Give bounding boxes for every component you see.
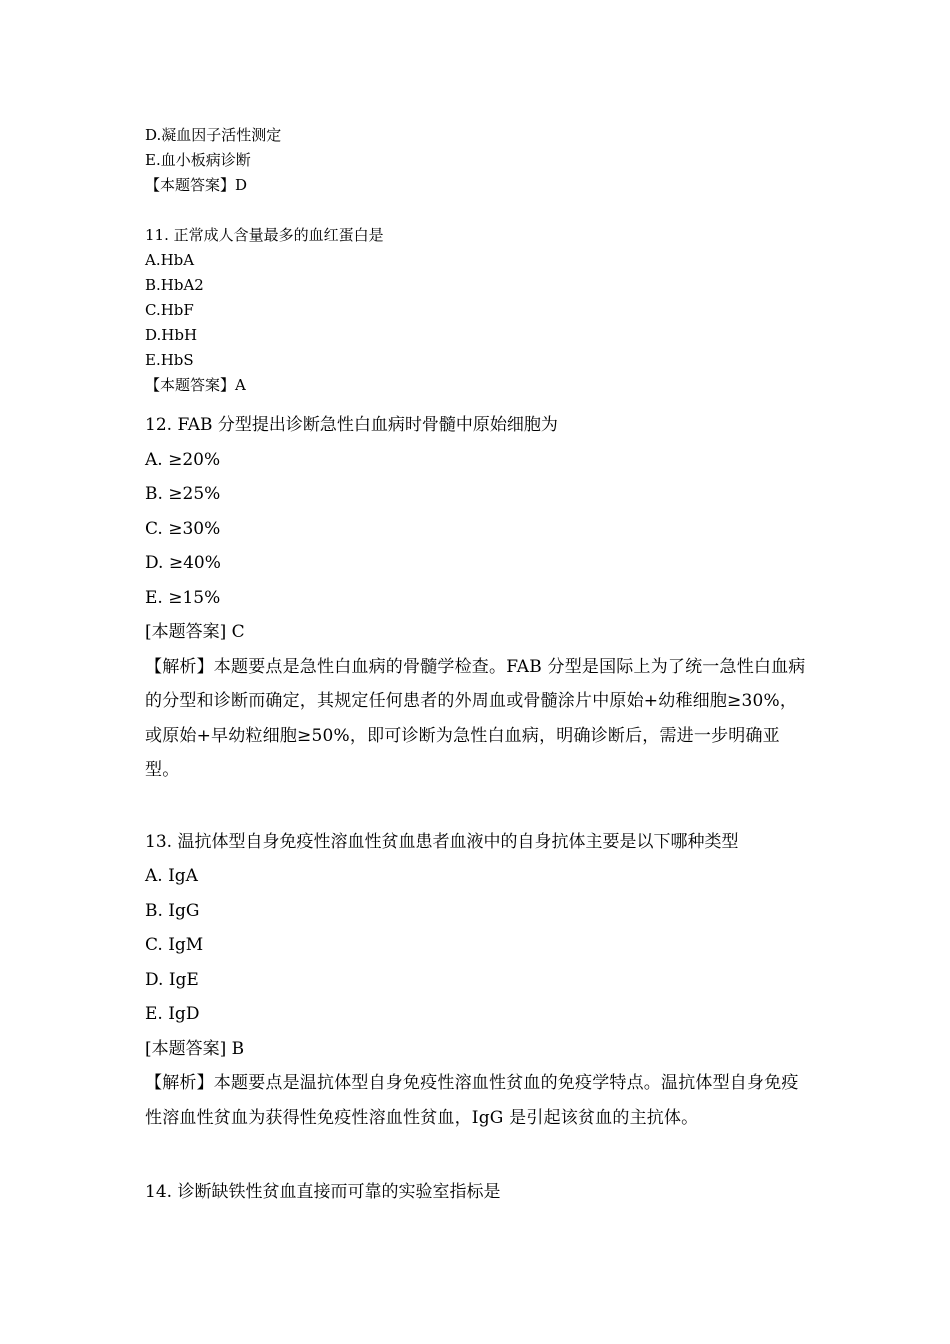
question-stem: 13. 温抗体型自身免疫性溶血性贫血患者血液中的自身抗体主要是以下哪种类型 bbox=[145, 831, 739, 852]
option-e: E.HbS bbox=[145, 351, 194, 369]
option-b: B. ≥25% bbox=[145, 484, 221, 504]
answer: [本题答案] B bbox=[145, 1038, 245, 1059]
option-b: B. IgG bbox=[145, 900, 200, 921]
option-d: D. IgE bbox=[145, 969, 199, 990]
answer: [本题答案] C bbox=[145, 622, 245, 642]
question-10-tail bbox=[145, 123, 815, 198]
answer: 【本题答案】A bbox=[145, 376, 246, 394]
option-c: C.HbF bbox=[145, 301, 194, 319]
option-d: D. ≥40% bbox=[145, 553, 221, 573]
question-14 bbox=[145, 1175, 815, 1210]
option-c: C. ≥30% bbox=[145, 518, 221, 539]
question-12 bbox=[145, 408, 815, 788]
option-a: A. IgA bbox=[145, 866, 198, 886]
question-stem: 11. 正常成人含量最多的血红蛋白是 bbox=[145, 226, 384, 244]
option-e: E. ≥15% bbox=[145, 587, 221, 608]
option-e: E. IgD bbox=[145, 1004, 200, 1024]
document-page bbox=[145, 0, 815, 1210]
option-b: B.HbA2 bbox=[145, 276, 204, 294]
answer: 【本题答案】D bbox=[145, 176, 248, 194]
analysis: 【解析】本题要点是急性白血病的骨髓学检查。FAB 分型是国际上为了统一急性白血病的分型和诊断而确定，其规定任何患者的外周血或骨髓涂片中原始+幼稚细胞≥30%，或原始+早幼粒细胞≥50%，即可诊断为急性白血病，明确诊断后，需进一步明确亚型。 bbox=[145, 656, 806, 780]
option-d: D.HbH bbox=[145, 326, 198, 344]
question-stem: 14. 诊断缺铁性贫血直接而可靠的实验室指标是 bbox=[145, 1182, 501, 1202]
option-a: A.HbA bbox=[145, 251, 195, 269]
option-e: E.血小板病诊断 bbox=[145, 151, 251, 169]
question-13 bbox=[145, 825, 815, 1136]
option-c: C. IgM bbox=[145, 935, 204, 955]
question-11 bbox=[145, 223, 815, 398]
option-a: A. ≥20% bbox=[145, 449, 221, 470]
option-d: D.凝血因子活性测定 bbox=[145, 126, 282, 144]
analysis: 【解析】本题要点是温抗体型自身免疫性溶血性贫血的免疫学特点。温抗体型自身免疫性溶血性贫血为获得性免疫性溶血性贫血，IgG 是引起该贫血的主抗体。 bbox=[145, 1073, 799, 1128]
question-stem: 12. FAB 分型提出诊断急性白血病时骨髓中原始细胞为 bbox=[145, 415, 558, 435]
